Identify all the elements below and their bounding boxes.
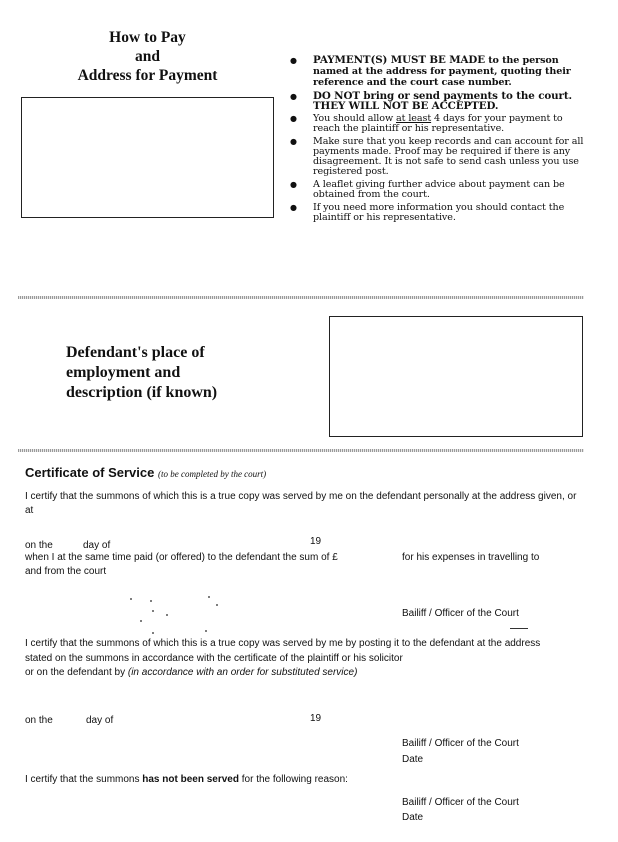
defendant-line3: description (if known) (66, 384, 218, 401)
certificate-para-personal-text: I certify that the summons of which this is a true copy was served by me on the defendant personally at the address given, or at (25, 491, 577, 516)
year-label-2: 19 (310, 713, 322, 724)
payment-note-1-strong: PAYMENT(S) MUST BE MADE (313, 54, 485, 66)
defendant-description-box[interactable] (329, 316, 583, 437)
payment-note-5 (289, 180, 585, 200)
signature-mark (510, 628, 528, 629)
certificate-para-accordance: stated on the summons in accordance with the certificate of the plaintiff or his solicitor (25, 653, 403, 664)
section-divider-top (18, 296, 584, 299)
certificate-para-posting (25, 638, 595, 650)
how-to-pay-line2: and (135, 48, 160, 65)
paid-sum-text: when I at the same time paid (or offered) to the defendant the sum of £ (25, 552, 338, 563)
section-divider-bottom (18, 449, 584, 452)
payment-address-box[interactable] (21, 97, 274, 218)
payment-note-6-text: If you need more information you should contact the plaintiff or his representative. (313, 202, 565, 223)
bailiff-signature-label-3: Bailiff / Officer of the Court (402, 797, 519, 808)
payment-note-5-text: A leaflet giving further advice about payment can be obtained from the court. (313, 179, 565, 200)
day-of-label-1: day of (83, 540, 111, 551)
certificate-title-note: (to be completed by the court) (157, 469, 267, 479)
defendant-line2: employment and (66, 364, 181, 381)
bailiff-signature-label-1: Bailiff / Officer of the Court (402, 608, 519, 619)
payment-note-2-text: DO NOT bring or send payments to the court. THEY WILL NOT BE ACCEPTED. (313, 90, 573, 112)
on-the-label-2: on the (25, 715, 53, 726)
substituted-text-a: or on the defendant by (25, 667, 126, 678)
not-served-text-c: for the following reason: (238, 774, 348, 785)
payment-note-3-post: 4 days for your payment to reach the plaintiff or his representative. (313, 113, 563, 134)
payment-note-3-pre: You should allow (313, 113, 397, 124)
payment-note-6 (289, 203, 585, 223)
payment-note-4 (289, 137, 585, 177)
certificate-title-text: Certificate of Service (25, 465, 155, 480)
how-to-pay-line1: How to Pay (109, 29, 186, 46)
on-the-label-1: on the (25, 540, 53, 551)
defendant-heading (66, 343, 296, 403)
substituted-text-b: (in accordance with an order for substituted service) (127, 667, 358, 678)
payment-note-4-text: Make sure that you keep records and can account for all payments made. Proof may be required if there is any disagreement. It is not safe to send cash unless you use registered post. (313, 136, 584, 177)
not-served-text (25, 774, 348, 786)
day-of-label-2: day of (86, 715, 114, 726)
date-label-2: Date (402, 754, 424, 765)
certificate-para-posting-text: I certify that the summons of which this is a true copy was served by me by posting it to the defendant at the address (25, 638, 541, 649)
how-to-pay-line3: Address for Payment (77, 67, 218, 84)
not-served-text-a: I certify that the summons (25, 774, 143, 785)
payment-notes-list (289, 55, 585, 226)
payment-note-1 (289, 55, 585, 88)
certificate-para-personal (25, 490, 580, 518)
date-label-3: Date (402, 812, 424, 823)
defendant-line1: Defendant's place of (66, 344, 205, 361)
expenses-text: for his expenses in travelling to (402, 552, 540, 563)
bailiff-signature-label-2: Bailiff / Officer of the Court (402, 738, 519, 749)
payment-note-2 (289, 91, 585, 111)
payment-note-3-underline: at least (396, 113, 432, 124)
not-served-text-b: has not been served (142, 774, 239, 785)
payment-note-3 (289, 114, 585, 134)
payment-note-1-rest: to the person named at the address for payment, quoting their reference and the court case number. (313, 55, 571, 88)
how-to-pay-heading (40, 28, 255, 85)
certificate-para-substituted (25, 667, 357, 679)
certificate-title (25, 465, 266, 480)
from-court-text: and from the court (25, 566, 107, 577)
year-label-1: 19 (310, 536, 322, 547)
